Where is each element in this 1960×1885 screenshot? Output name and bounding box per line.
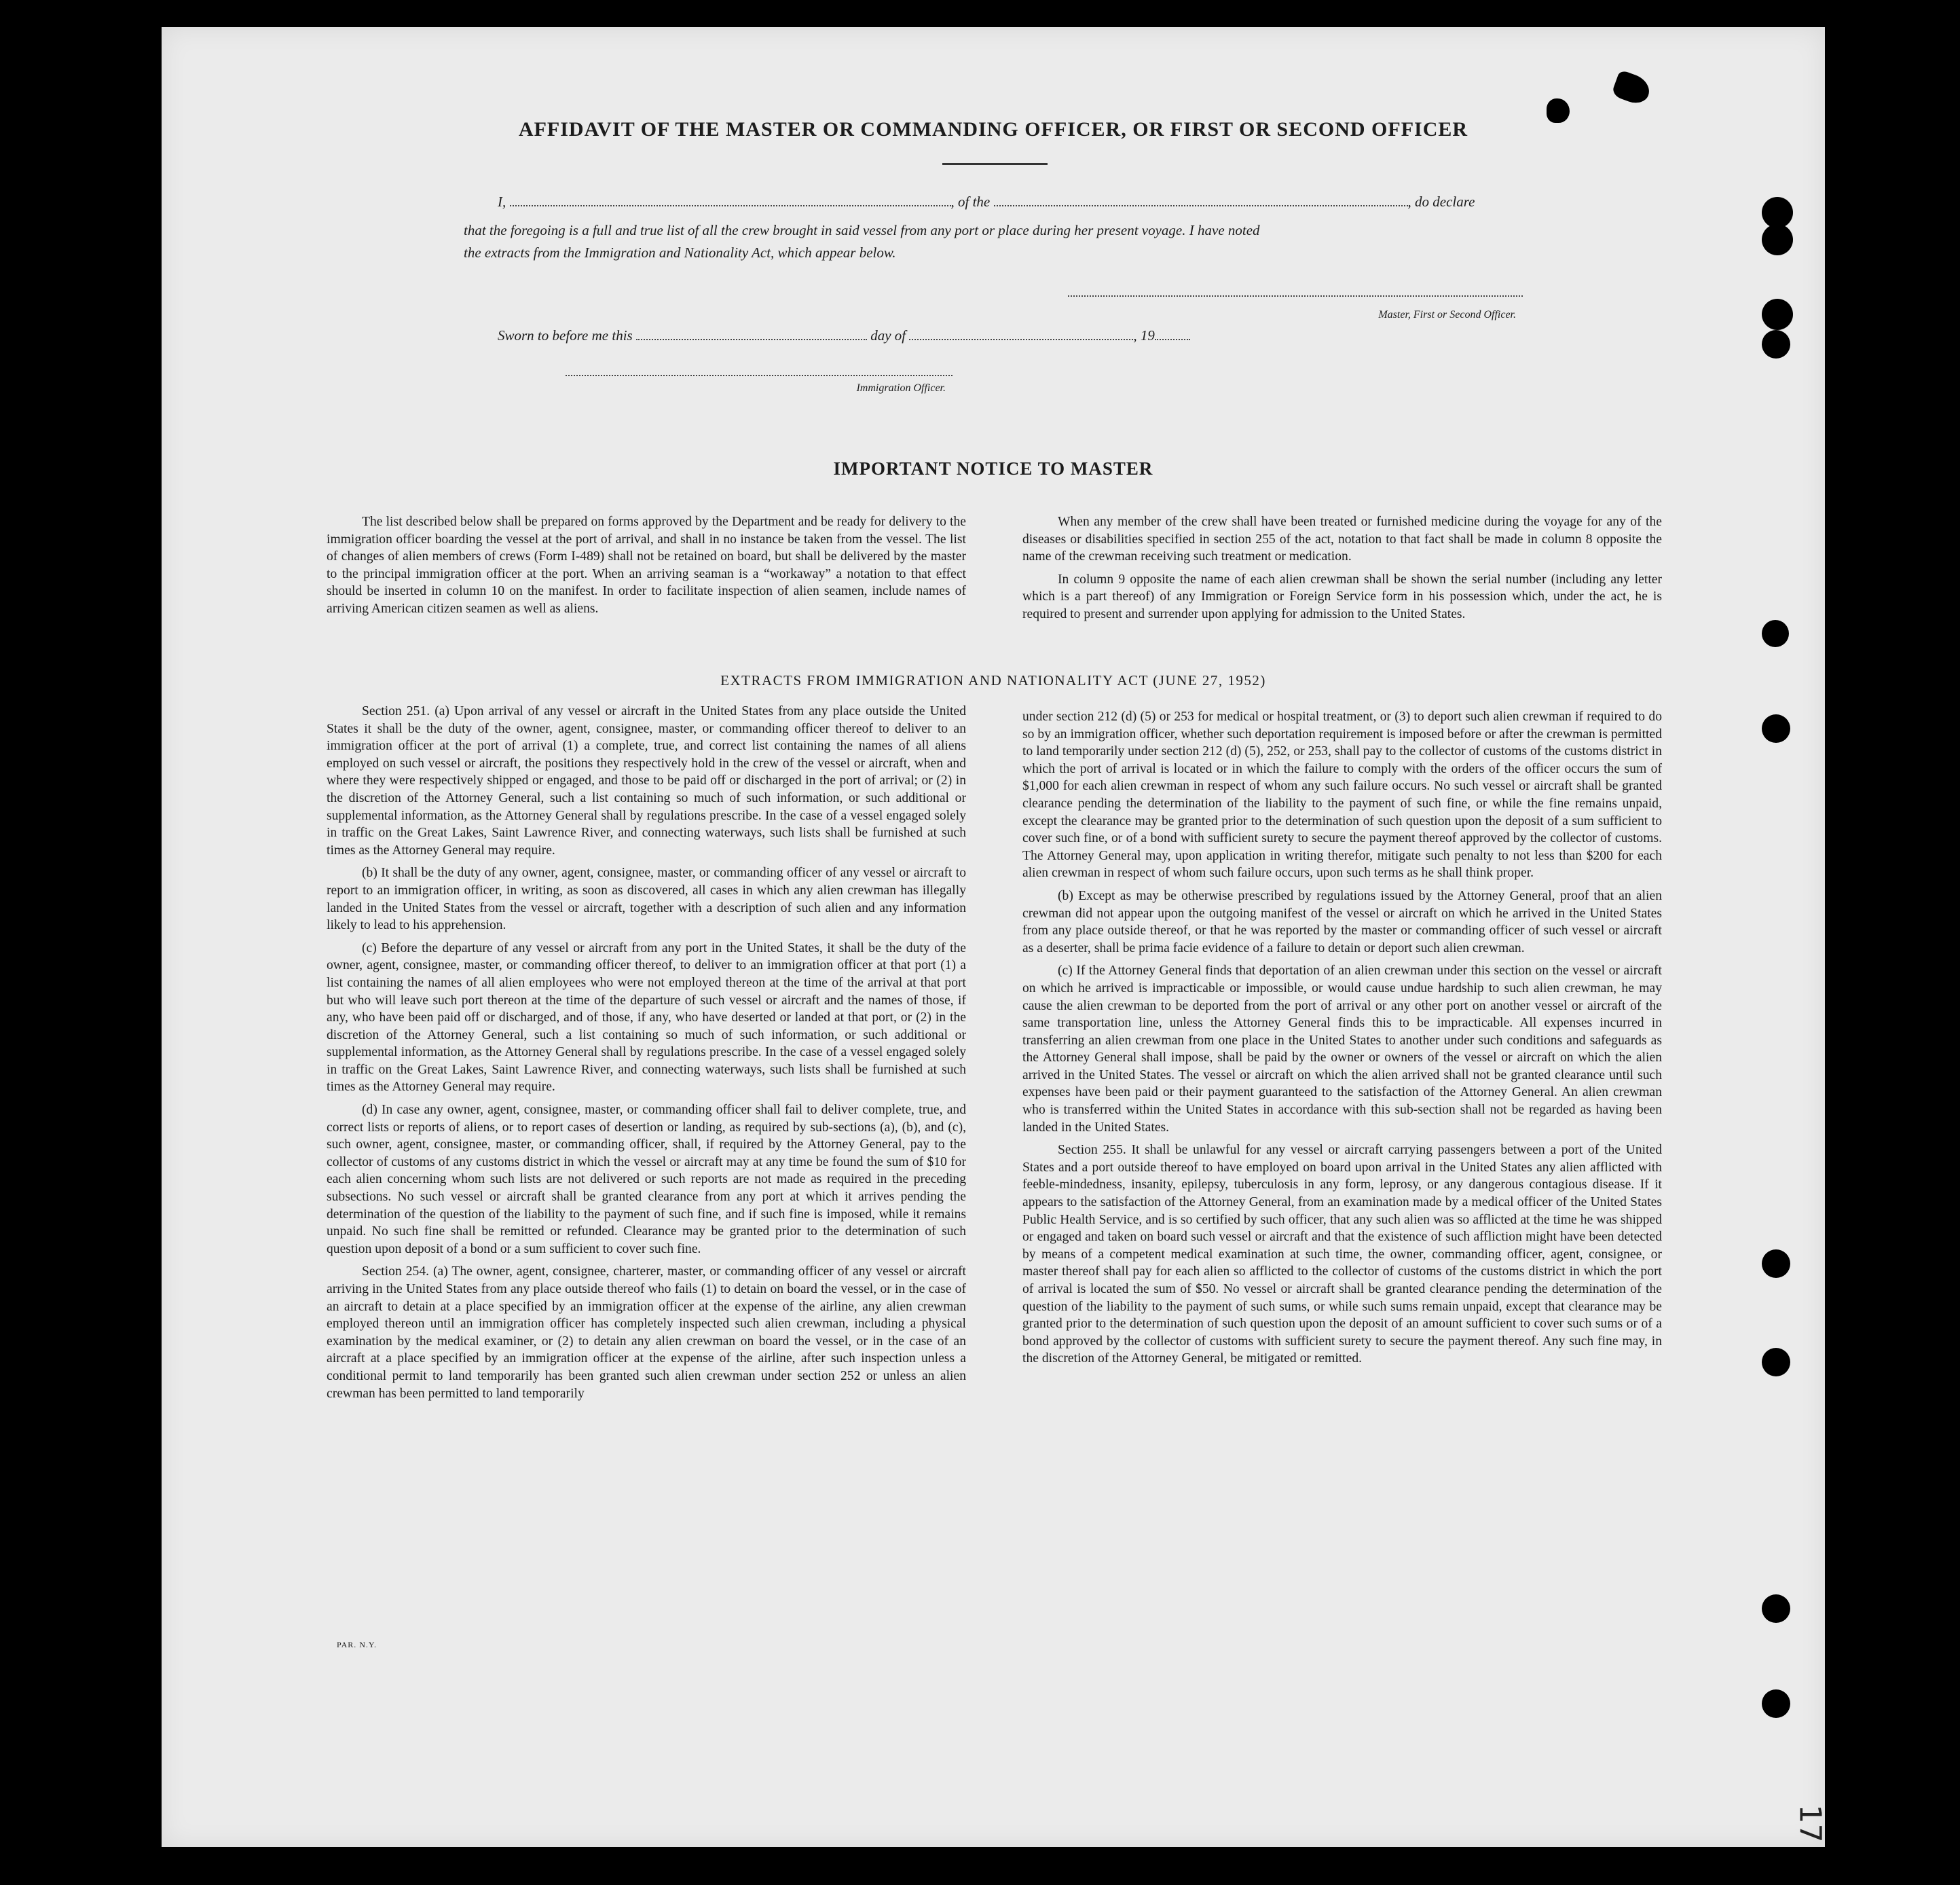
notice-paragraph: When any member of the crew shall have been treated or furnished medicine during the voyage for any of the diseases or disabilities specified in section 255 of the act, notation to that fact shall be made in column 8 opposite the name of the crewman receiving such treatment or medication. — [1022, 515, 1662, 564]
sworn-day-of: day of — [870, 327, 906, 344]
sworn-prefix: Sworn to before me this — [498, 327, 633, 344]
ink-blot — [1547, 98, 1570, 123]
declare-i: I, — [498, 194, 506, 210]
extract-paragraph: Section 254. (a) The owner, agent, consignee, charterer, master, or commanding officer of any vessel or aircraft arriving in the United States from any place outside thereof who fails (1) to detain on board the vessel, or in the case of an aircraft to detain at a place specified by an immigration officer at the expense of the airline, any alien crewman employed thereon until an immigration officer has completely inspected such alien crewman, including a physical examination by the medical examiner, or (2) to detain any alien crewman on board the vessel, or in the case of an aircraft at a place specified by an immigration officer at the expense of the airline, after such inspection unless a conditional permit to land temporarily has been granted such alien crewman under section 252 or unless an alien crewman has been permitted to land temporarily — [327, 1264, 966, 1401]
extract-paragraph: (b) Except as may be otherwise prescribed by regulations issued by the Attorney General, proof that an alien crewman did not appear upon the outgoing manifest of the vessel or aircraft on which he arrived in the United States from any place outside thereof, or that he was reported by the master or commanding officer of such vessel or aircraft as a deserter, shall be prima facie evidence of a failure to detain or deport such alien crewman. — [1022, 888, 1662, 955]
punch-hole — [1762, 620, 1789, 647]
ink-blot — [1611, 69, 1654, 107]
extracts-heading: EXTRACTS FROM IMMIGRATION AND NATIONALITY ACT (JUNE 27, 1952) — [720, 672, 1266, 689]
extracts-right-column — [1022, 708, 1662, 1373]
document-page — [162, 27, 1828, 1847]
extract-paragraph: (c) Before the departure of any vessel or aircraft from any port in the United States, it shall be the duty of the owner, agent, consignee, master, or commanding officer thereof, to deliver to an immigration officer at that port (1) a list containing the names of all alien employees who were not employed thereon at the time of the arrival at that port but who will leave such port thereon at the time of the departure of such vessel or aircraft and the names of those, if any, who have been paid off or discharged, and of those, if any, who have deserted or landed at that port, or (2) in the discretion of the Attorney General, such a list containing so much of such information, or such additional or supplemental information, as the Attorney General shall by regulations prescribe. In the case of a vessel engaged solely in traffic on the Great Lakes, Saint Lawrence River, and connecting waterways, such lists shall be furnished at such times as the Attorney General may require. — [327, 940, 966, 1095]
punch-hole — [1762, 1249, 1790, 1278]
sworn-line — [498, 327, 1448, 344]
vessel-blank[interactable] — [994, 194, 1408, 206]
sworn-month-blank[interactable] — [909, 328, 1133, 340]
notice-heading: IMPORTANT NOTICE TO MASTER — [833, 458, 1153, 479]
punch-hole — [1762, 330, 1790, 359]
extract-paragraph: Section 255. It shall be unlawful for any vessel or aircraft carrying passengers between a port of the United States and a port outside thereof to have employed on board upon arrival in the United States any alien afflicted with feeble-mindedness, insanity, epilepsy, tuberculosis in any form, leprosy, or any dangerous contagious disease. If it appears to the satisfaction of the Attorney General, from an examination made by a medical officer of the United States Public Health Service, and is so certified by such officer, that any such alien was so afflicted at the time he was shipped or engaged and taken on board such vessel or aircraft and that the existence of such affliction might have been detected by means of a competent medical examination at such time, the owner, commanding officer, agent, consignee, or master thereof shall pay for each alien so afflicted to the collector of customs of the customs district in which the port of arrival is located the sum of $50. No vessel or aircraft shall be granted clearance pending the determination of the question of the liability to the payment of such sums, or while such sums remain unpaid, except that clearance may be granted prior to the determination of such question upon the deposit of an amount sufficient to cover such sums or of a bond approved by the collector of customs with sufficient surety to secure the payment thereof. Any such fine may, in the discretion of the Attorney General, be mitigated or remitted. — [1022, 1143, 1662, 1366]
affidavit-title: AFFIDAVIT OF THE MASTER OR COMMANDING OFFICER, OR FIRST OR SECOND OFFICER — [518, 118, 1468, 141]
officer-signature-line[interactable] — [566, 375, 953, 376]
title-underline — [942, 163, 1048, 165]
extract-paragraph: (d) In case any owner, agent, consignee, master, or commanding officer shall fail to deliver complete, true, and correct lists or reports of aliens, or to report cases of desertion or landing, as required by sub-sections (a), (b), and (c), such owner, agent, consignee, master, or commanding officer, shall, if required by the Attorney General, pay to the collector of customs of any customs district in which the vessel or aircraft may at any time be found the sum of $10 for each alien concerning whom such lists are not delivered or such reports are not made as required in the preceding subsections. No such vessel or aircraft shall be granted clearance from any port at which it arrives pending the determination of the question of the liability to the payment of such fine, and if such fine is imposed, while it remains unpaid. No such fine shall be remitted or refunded. Clearance may be granted prior to the determination of such question upon deposit of a bond or a sum sufficient to cover such fine. — [327, 1103, 966, 1256]
declaration-line — [498, 194, 1693, 211]
sworn-date-blank[interactable] — [636, 328, 867, 340]
extract-paragraph: under section 212 (d) (5) or 253 for medical or hospital treatment, or (3) to deport such alien crewman if required to do so by an immigration officer, whether such deportation requirement is imposed before or after the crewman is permitted to land temporarily under section 212 (d) (5), 252, or 253, shall pay to the collector of customs of the customs district in which the port of arrival is located or in which the failure to comply with the orders of the officer occurs the sum of $1,000 for each alien crewman in respect of whom any such failure occurs. No such vessel or aircraft shall be granted clearance pending the determination of the liability to the payment of such fine, or while the fine remains unpaid, except the clearance may be granted prior to the determination of such question upon the deposit of a sum sufficient to cover such fine, or of a bond with sufficient surety to secure the payment thereof approved by the collector of customs. The Attorney General may, upon application in writing therefor, mitigate such penalty to not less than $200 for each alien crewman in respect of whom such failure occurs, upon such terms as he shall think proper. — [1022, 710, 1662, 881]
punch-hole — [1762, 1594, 1790, 1623]
punch-hole — [1762, 1348, 1790, 1376]
declare-do: , do declare — [1407, 194, 1475, 210]
sworn-year: , 19 — [1133, 327, 1155, 344]
master-signature-line[interactable] — [1068, 295, 1523, 297]
sworn-year-blank[interactable] — [1155, 328, 1190, 340]
page-number: 17 — [1792, 1804, 1828, 1843]
notice-right-column — [1022, 513, 1662, 629]
declaration-body-1: that the foregoing is a full and true list of all the crew brought in said vessel from any port or place during her present voyage. I have noted — [464, 222, 1260, 238]
punch-hole — [1762, 714, 1790, 743]
name-blank[interactable] — [510, 194, 951, 206]
extracts-left-column — [327, 703, 966, 1408]
master-signature-label: Master, First or Second Officer. — [1378, 309, 1516, 321]
notice-paragraph: The list described below shall be prepared on forms approved by the Department and be ready for delivery to the immigration officer boarding the vessel at the port of arrival, and shall in no instance be taken from the vessel. The list of changes of alien members of crews (Form I-489) shall not be retained on board, but shall be delivered by the master to the principal immigration officer at the port. When an arriving seaman is a “workaway” a notation to that effect should be inserted in column 10 on the manifest. In order to facilitate inspection of alien seamen, include names of arriving American citizen seamen as well as aliens. — [327, 515, 966, 616]
extract-paragraph: (c) If the Attorney General finds that deportation of an alien crewman under this section on the vessel or aircraft on which he arrived is impracticable or impossible, or would cause undue hardship to such alien crewman, he may cause the alien crewman to be deported from the port of arrival or any other port on another vessel or aircraft of the same transportation line, unless the Attorney General finds this to be impracticable. All expenses incurred in transferring an alien crewman from one place in the United States to another under such conditions and safeguards as the Attorney General shall impose, shall be paid by the owner or owners of the vessel or aircraft on which the alien arrived in the United States. The vessel or aircraft on which the alien arrived shall not be granted clearance until such expenses have been paid or their payment guaranteed to the satisfaction of the Attorney General. An alien crewman who is transferred within the United States in accordance with this sub-section shall not be regarded as having been landed in the United States. — [1022, 964, 1662, 1135]
extract-paragraph: (b) It shall be the duty of any owner, agent, consignee, master, or commanding officer of any vessel or aircraft to report to an immigration officer, in writing, as soon as discovered, all cases in which any alien crewman has illegally landed in the United States from the vessel or aircraft, together with a description of such alien and any information likely to lead to his apprehension. — [327, 866, 966, 933]
notice-paragraph: In column 9 opposite the name of each alien crewman shall be shown the serial number (including any letter which is a part thereof) of any Immigration or Foreign Service form in his possession which, under the act, he is required to present and surrender upon applying for admission to the United States. — [1022, 572, 1662, 621]
extract-paragraph: Section 251. (a) Upon arrival of any vessel or aircraft in the United States from any place outside the United States it shall be the duty of the owner, agent, consignee, master, or commanding officer thereof to deliver to an immigration officer at the port of arrival (1) a complete, true, and correct list containing the names of all aliens employed on such vessel or aircraft, the positions they respectively hold in the crew of the vessel or aircraft, when and where they were respectively shipped or engaged, and those to be paid off or discharged in the port of arrival; or (2) in the discretion of the Attorney General, such a list containing so much of such information, or such additional or supplemental information, as the Attorney General shall by regulations prescribe. In the case of a vessel engaged solely in traffic on the Great Lakes, Saint Lawrence River, and connecting waterways, such lists shall be furnished at such times as the Attorney General may require. — [327, 704, 966, 858]
officer-signature-label: Immigration Officer. — [856, 382, 946, 394]
punch-hole — [1762, 299, 1793, 330]
declare-of-the: , of the — [950, 194, 991, 210]
punch-hole — [1762, 224, 1793, 255]
printer-mark: PAR. N.Y. — [337, 1640, 377, 1649]
notice-left-column — [327, 513, 966, 623]
punch-hole — [1762, 1689, 1790, 1718]
declaration-body-2: the extracts from the Immigration and Nationality Act, which appear below. — [464, 244, 896, 261]
